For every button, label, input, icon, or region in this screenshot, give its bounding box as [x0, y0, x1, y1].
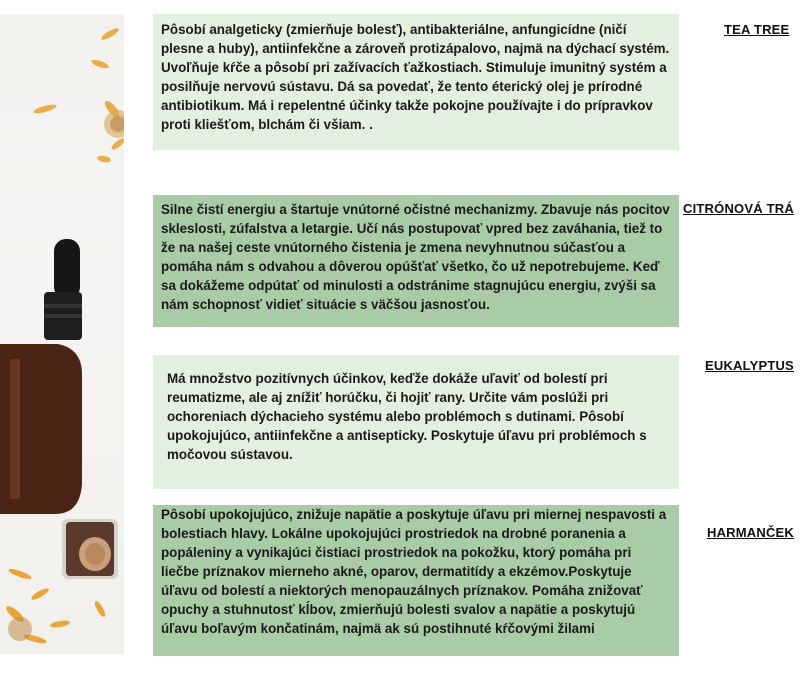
- dropper-bottle-illustration: [0, 14, 124, 654]
- description-box-eucalyptus: [153, 355, 679, 489]
- essential-oil-photo: [0, 14, 124, 654]
- oil-name-lemongrass: CITRÓNOVÁ TRÁ: [683, 201, 794, 216]
- description-box-tea-tree: [153, 14, 679, 150]
- description-text: Pôsobí upokojujúco, znižuje napätie a poskytuje úľavu pri miernej nespavosti a bolestiach hlavy. Lokálne upokojujúci prostriedok na drobné poranenia a popáleniny a vynikajúci čistiaci prostriedok na pokožku, ktorý pomáha pri liečbe príznakov mierneho akné, oparov, dermatitídy a ekzémov.Poskytuje úľavu od bolestí a niektorých menopauzálnych príznakov. Pomáha znižovať opuchy a stuhnutosť kĺbov, zmierňujú bolesti svalov a napätie a poskytujú úľavu boľavým končatinám, najmä ak sú postihnuté kŕčovými žilami: [161, 507, 667, 636]
- description-text: Silne čistí energiu a štartuje vnútorné očistné mechanizmy. Zbavuje nás pocitov skleslosti, zúfalstva a letargie. Učí nás postupovať vpred bez zaváhania, tiež to že na našej ceste vnútorného čistenia je zmena nevyhnutnou súčasťou a pomáha nám s odvahou a dôverou opúšťať všetko, čo už nepotrebujeme. Keď sa dokážeme odpútať od minulosti a odstránime stagnujúcu energiu, zvýši sa nám schopnosť vidieť situácie s väčšou jasnosťou.: [161, 202, 670, 312]
- oil-name-eucalyptus: EUKALYPTUS: [705, 358, 794, 373]
- oil-name-chamomile: HARMANČEK: [707, 525, 795, 540]
- description-text: Pôsobí analgeticky (zmierňuje bolesť), antibakteriálne, anfungicídne (ničí plesne a huby), antiinfekčne a zároveň protizápalovo, najmä na dýchací systém. Uvoľňuje kŕče a pôsobí pri zažívacích ťažkostiach. Stimuluje imunitný systém a posilňuje nervovú sústavu. Dá sa povedať, že tento éterický olej je prírodné antibiotikum. Má i repelentné účinky takže pokojne používajte i do prípravkov proti kliešťom, blchám či všiam. .: [161, 22, 670, 132]
- description-text: Má množstvo pozitívnych účinkov, keďže dokáže uľaviť od bolestí pri reumatizme, ale aj znížiť horúčku, či hojiť rany. Určite vám poslúži pri ochoreniach dýchacieho systému alebo problémoch s dutinami. Pôsobí upokojujúco, antiinfekčne a antisepticky. Poskytuje úľavu pri problémoch s močovou sústavou.: [167, 371, 647, 462]
- description-box-lemongrass: [153, 195, 679, 327]
- oil-name-tea-tree: TEA TREE: [724, 22, 790, 37]
- description-box-chamomile: [153, 505, 679, 656]
